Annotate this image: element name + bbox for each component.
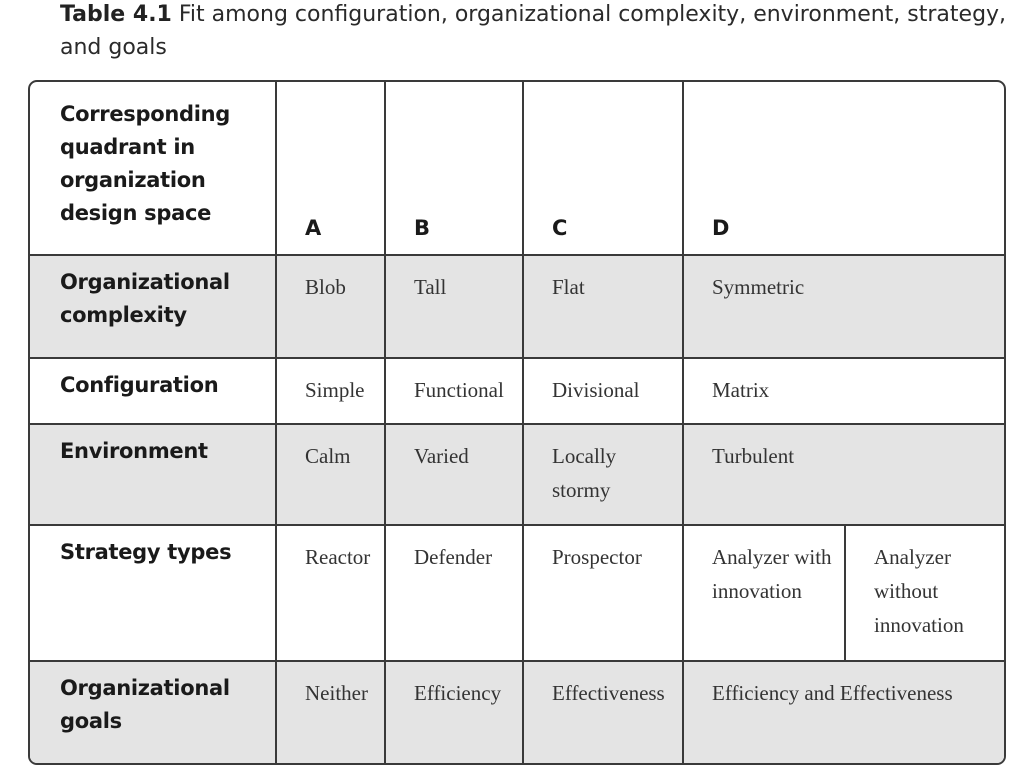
table-cell: Prospector	[523, 525, 683, 661]
table-title: Fit among configuration, organizational complexity, environment, strategy, and goals	[60, 2, 1007, 60]
row-header-goals: Organizational goals	[30, 661, 276, 763]
column-header-c: C	[523, 82, 683, 255]
table-cell: Varied	[385, 424, 523, 525]
table-cell: Blob	[276, 255, 385, 358]
table-row	[30, 525, 1006, 661]
table-cell: Divisional	[523, 358, 683, 424]
table-cell: Flat	[523, 255, 683, 358]
table-row	[30, 358, 1006, 424]
table-cell: Defender	[385, 525, 523, 661]
row-header-configuration: Configuration	[30, 358, 276, 424]
table-cell: Efficiency and Effectiveness	[683, 661, 1006, 763]
table-cell: Symmetric	[683, 255, 1006, 358]
table-row	[30, 661, 1006, 763]
column-header-d: D	[683, 82, 1006, 255]
row-header-strategy: Strategy types	[30, 525, 276, 661]
column-header-b: B	[385, 82, 523, 255]
table-cell: Efficiency	[385, 661, 523, 763]
table-caption	[60, 0, 1010, 64]
corner-header: Corresponding quadrant in organization design space	[30, 82, 276, 255]
table-grid	[30, 82, 1006, 763]
table-number: Table 4.1	[60, 2, 172, 27]
table-cell: Locally stormy	[523, 424, 683, 525]
table-cell: Analyzer without innovation	[845, 525, 1006, 661]
table-cell: Neither	[276, 661, 385, 763]
table-cell: Analyzer with innovation	[683, 525, 845, 661]
fit-table	[28, 80, 1006, 765]
table-cell: Reactor	[276, 525, 385, 661]
column-header-a: A	[276, 82, 385, 255]
table-cell: Matrix	[683, 358, 1006, 424]
table-cell: Simple	[276, 358, 385, 424]
table-cell: Calm	[276, 424, 385, 525]
table-cell: Turbulent	[683, 424, 1006, 525]
table-cell: Tall	[385, 255, 523, 358]
row-header-complexity: Organizational complexity	[30, 255, 276, 358]
table-cell: Effectiveness	[523, 661, 683, 763]
header-row	[30, 82, 1006, 255]
row-header-environment: Environment	[30, 424, 276, 525]
table-cell: Functional	[385, 358, 523, 424]
table-row	[30, 255, 1006, 358]
table-row	[30, 424, 1006, 525]
